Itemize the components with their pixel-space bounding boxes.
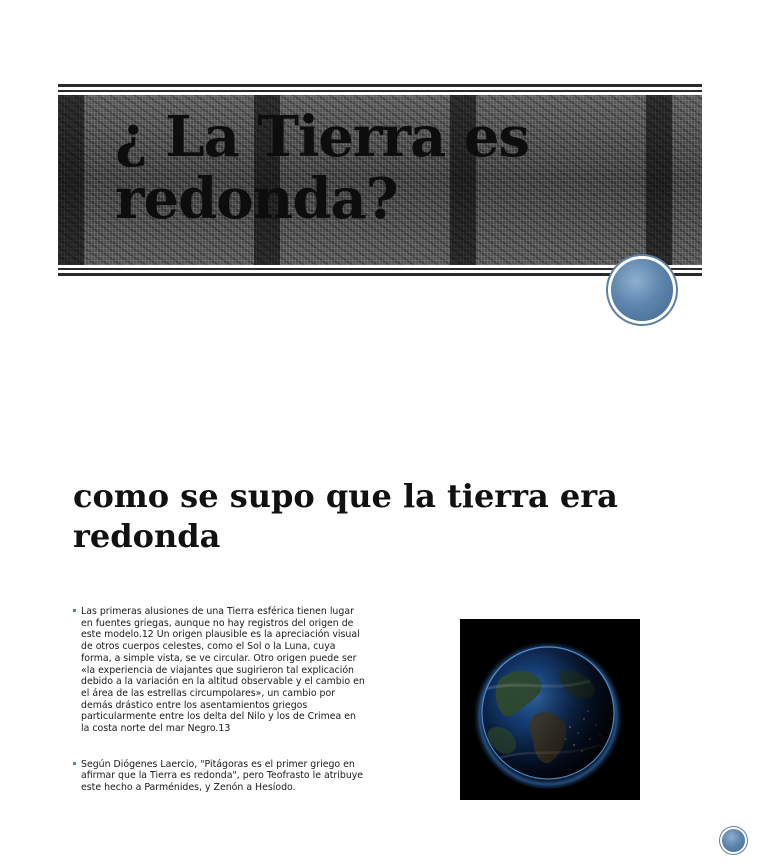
earth-illustration (460, 619, 640, 800)
earth-image (460, 619, 640, 800)
bullet-marker-icon (73, 762, 76, 765)
banner-top-rule (58, 84, 702, 87)
banner-bottom-rule (58, 273, 702, 276)
bullet-text: Según Diógenes Laercio, "Pitágoras es el primer griego en afirmar que la Tierra es redonda", pero Teofrasto le atribuye este hecho a Parménides, y Zenón a Hesíodo. (81, 758, 364, 794)
bullet-text: Las primeras alusiones de una Tierra esférica tienen lugar en fuentes griegas, aunque no hay registros del origen de este modelo.12 Un origen plausible es la apreciación visual de otros cuerpos celestes, como el Sol o la Luna, cuya forma, a simple vista, se ve circular. Otro origen puede ser «la experiencia de viajantes que sugirieron tal explicación debido a la variación en la altitud observable y el cambio en el área de las estrellas circumpolares», un cambio por demás drástico entre los asentamientos griegos particularmente entre los delta del Nilo y los de Crimea en la costa norte del mar Negro.13 (81, 606, 365, 735)
banner-top-rule-thin (58, 90, 702, 92)
title-banner (58, 84, 702, 276)
decorative-medallion (611, 259, 673, 321)
bullet-item (73, 759, 365, 794)
bullet-marker-icon (73, 609, 76, 612)
slide-title: ¿ La Tierra es redonda? (115, 104, 529, 232)
decorative-medallion-small (722, 829, 745, 852)
bullet-list (73, 606, 365, 794)
banner-bottom-rule-thin (58, 268, 702, 270)
bullet-item (73, 606, 365, 735)
section-title: como se supo que la tierra era redonda (73, 477, 618, 555)
